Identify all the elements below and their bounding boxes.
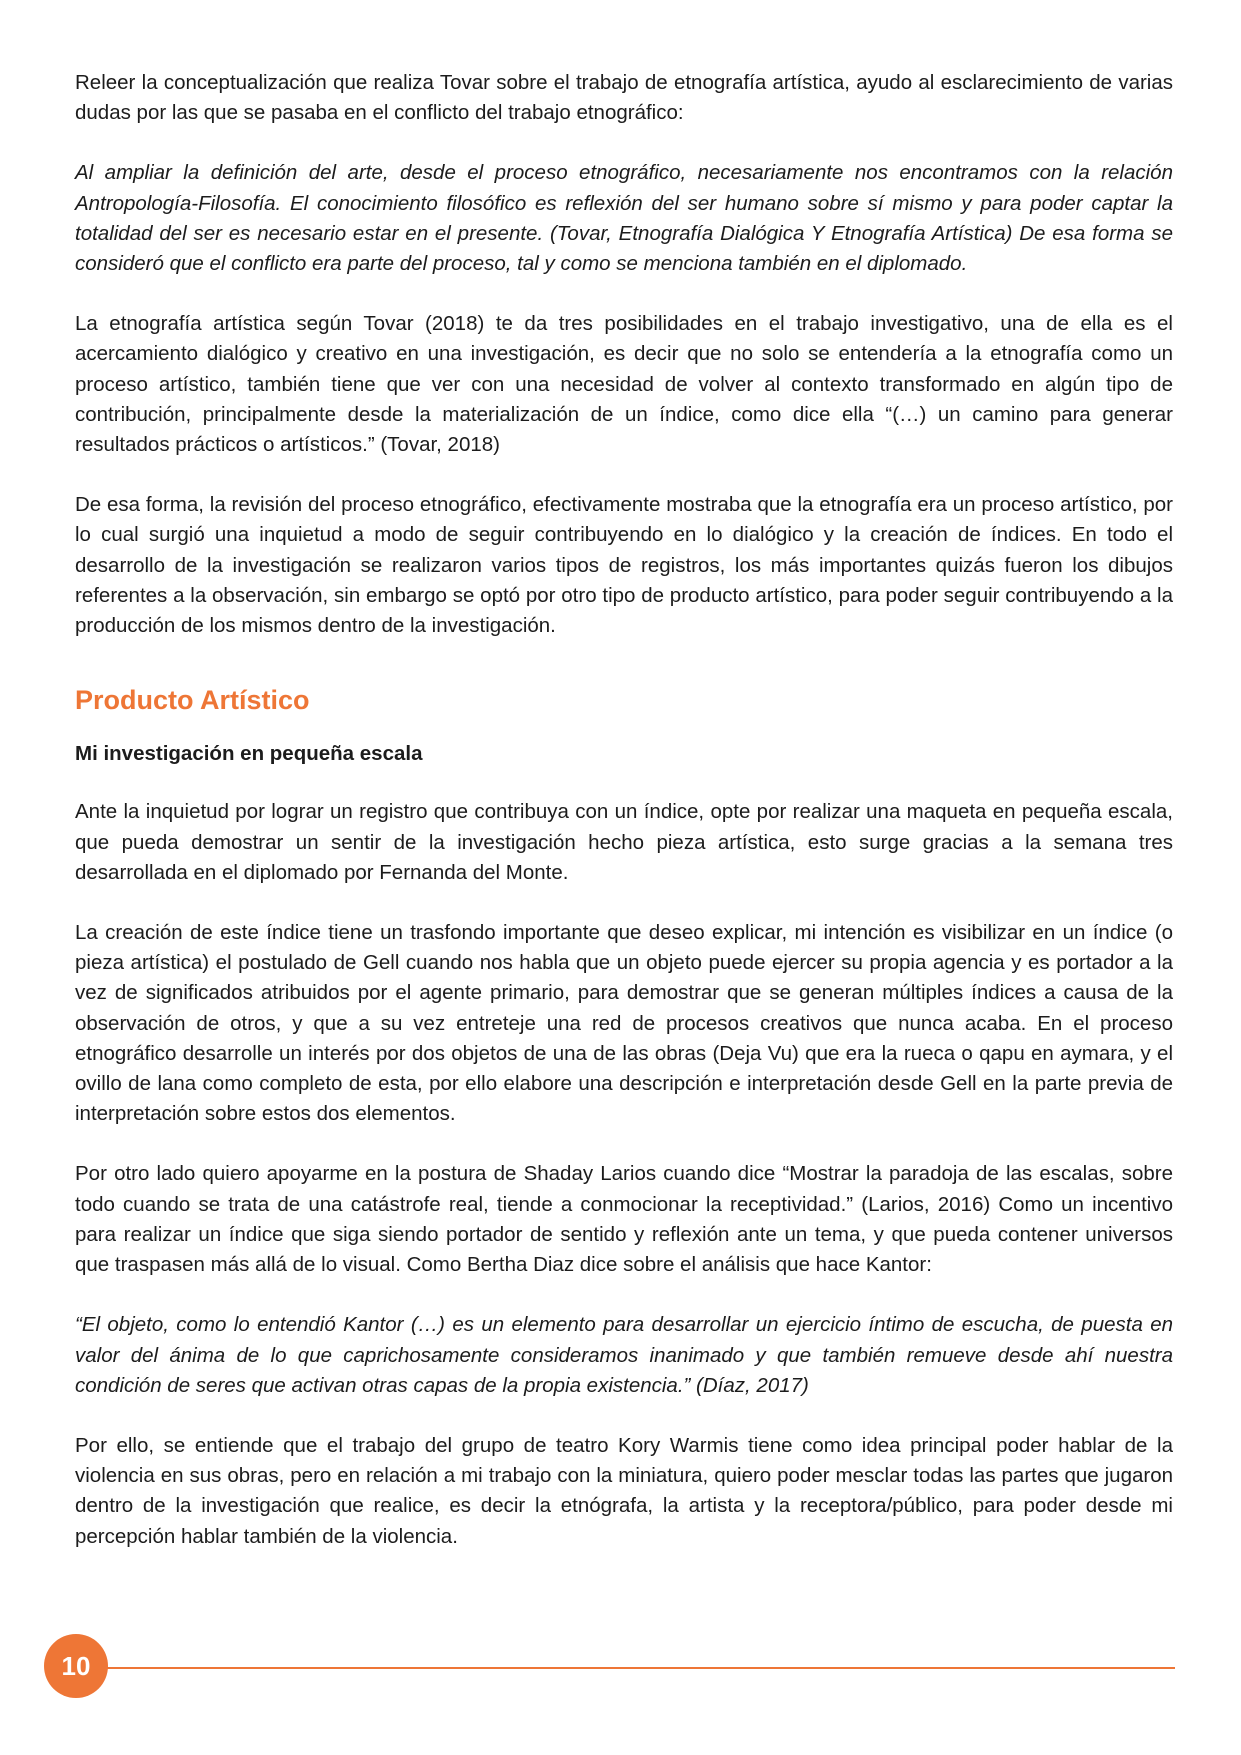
footer-divider [105, 1667, 1175, 1669]
larios-paragraph: Por otro lado quiero apoyarme en la postura de Shaday Larios cuando dice “Mostrar la paradoja de las escalas, sobre todo cuando se trata de una catástrofe real, tiende a conmocionar la receptividad.” (Larios, 2016) Como un incentivo para realizar un índice que siga siendo portador de sentido y reflexión ante un tema, y que pueda contener universos que traspasen más allá de lo visual. Como Bertha Diaz dice sobre el análisis que hace Kantor: [75, 1162, 1173, 1277]
document-page [75, 68, 1173, 1552]
gell-paragraph: La creación de este índice tiene un trasfondo importante que deseo explicar, mi intención es visibilizar en un índice (o pieza artística) el postulado de Gell cuando nos habla que un objeto puede ejercer su propia agencia y es portador a la vez de significados atribuidos por el agente primario, para demostrar que se generan múltiples índices a causa de la observación de otros, y que a su vez entreteje una red de procesos creativos que nunca acaba. En el proceso etnográfico desarrolle un interés por dos objetos de una de las obras (Deja Vu) que era la rueca o qapu en aymara, y el ovillo de lana como completo de esta, por ello elabore una descripción e interpretación desde Gell en la parte previa de interpretación sobre estos dos elementos. [75, 921, 1173, 1126]
sub-heading: Mi investigación en pequeña escala [75, 742, 423, 766]
page-number-badge: 10 [44, 1634, 108, 1698]
review-paragraph: De esa forma, la revisión del proceso etnográfico, efectivamente mostraba que la etnografía era un proceso artístico, por lo cual surgió una inquietud a modo de seguir contribuyendo en lo dialógico y la creación de índices. En todo el desarrollo de la investigación se realizaron varios tipos de registros, los más importantes quizás fueron los dibujos referentes a la observación, sin embargo se optó por otro tipo de producto artístico, para poder seguir contribuyendo a la producción de los mismos dentro de la investigación. [75, 493, 1173, 638]
intro-paragraph: Releer la conceptualización que realiza Tovar sobre el trabajo de etnografía artística, ayudo al esclarecimiento de varias dudas por las que se pasaba en el conflicto del trabajo etnográfico: [75, 71, 1173, 125]
tovar-quote: Al ampliar la definición del arte, desde el proceso etnográfico, necesariamente nos encontramos con la relación Antropología-Filosofía. El conocimiento filosófico es reflexión del ser humano sobre sí mismo y para poder captar la totalidad del ser es necesario estar en el presente. (Tovar, Etnografía Dialógica Y Etnografía Artística) De esa forma se consideró que el conflicto era parte del proceso, tal y como se menciona también en el diplomado. [75, 161, 1173, 276]
closing-paragraph: Por ello, se entiende que el trabajo del grupo de teatro Kory Warmis tiene como idea principal poder hablar de la violencia en sus obras, pero en relación a mi trabajo con la miniatura, quiero poder mesclar todas las partes que jugaron dentro de la investigación que realice, es decir la etnógrafa, la artista y la receptora/público, para poder desde mi percepción hablar también de la violencia. [75, 1433, 1173, 1548]
maqueta-paragraph: Ante la inquietud por lograr un registro que contribuya con un índice, opte por realizar una maqueta en pequeña escala, que pueda demostrar un sentir de la investigación hecho pieza artística, esto surge gracias a la semana tres desarrollada en el diplomado por Fernanda del Monte. [75, 800, 1173, 884]
tovar-paragraph: La etnografía artística según Tovar (2018) te da tres posibilidades en el trabajo investigativo, una de ella es el acercamiento dialógico y creativo en una investigación, es decir que no solo se entendería a la etnografía como un proceso artístico, también tiene que ver con una necesidad de volver al contexto transformado en algún tipo de contribución, principalmente desde la materialización de un índice, como dice ella “(…) un camino para generar resultados prácticos o artísticos.” (Tovar, 2018) [75, 312, 1173, 457]
kantor-quote: “El objeto, como lo entendió Kantor (…) es un elemento para desarrollar un ejercicio íntimo de escucha, de puesta en valor del ánima de lo que caprichosamente consideramos inanimado y que también remueve desde ahí nuestra condición de seres que activan otras capas de la propia existencia.” (Díaz, 2017) [75, 1313, 1173, 1397]
section-heading: Producto Artístico [75, 685, 310, 716]
